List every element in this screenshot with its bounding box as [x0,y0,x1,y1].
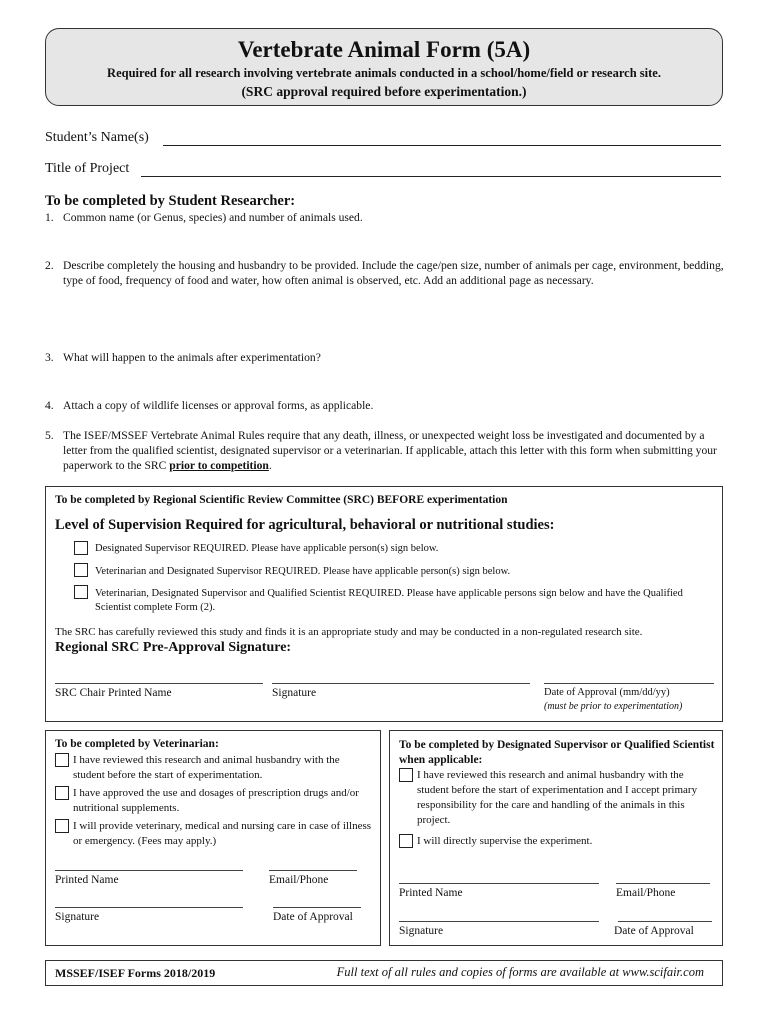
question-3 [45,350,725,365]
vet-signature-label: Signature [55,911,100,923]
vet-signature-line[interactable] [55,907,243,908]
option-vet-supervisor-scientist: Veterinarian, Designated Supervisor and Qualified Scientist REQUIRED. Please have applicable persons sign below and have the Qualified Scientist complete Form (2). [95,588,683,613]
form-title: Vertebrate Animal Form (5A) [237,37,531,62]
footer-rules-note: Full text of all rules and copies of forms are available at www.scifair.com [336,965,704,979]
vet-option-care: I will provide veterinary, medical and nursing care in case of illness or emergency. (Fees may apply.) [73,820,372,847]
question-text: Attach a copy of wildlife licenses or approval forms, as applicable. [63,399,374,412]
form-header [45,28,723,106]
question-number: 3. [45,351,54,364]
supervisor-option-direct: I will directly supervise the experiment. [417,835,593,847]
question-text: Describe completely the housing and husbandry to be provided. Include the cage/pen size, number of animals per cage, environment, bedding, type of food, frequency of food and water, how often animal is observed, etc. Add an additional page as necessary. [63,259,724,287]
question-text [45,428,725,473]
supervisor-email-phone-line[interactable] [616,883,710,884]
src-statement: The SRC has carefully reviewed this study and finds it is an appropriate study and may be conducted in a non-regulated research site. [55,626,643,638]
src-heading: To be completed by Regional Scientific Review Committee (SRC) BEFORE experimentation [55,494,508,506]
prior-to-competition-emphasis: prior to competition [169,459,269,472]
project-title-field[interactable] [141,176,721,177]
student-section-title: To be completed by Student Researcher: [45,193,296,209]
vet-care-checkbox[interactable] [55,819,69,833]
preapproval-title: Regional SRC Pre-Approval Signature: [55,640,292,655]
vet-printed-name-line[interactable] [55,870,243,871]
veterinarian-box [45,730,381,946]
vet-date-label: Date of Approval [273,911,353,923]
vet-printed-name-label: Printed Name [55,874,119,886]
supervisor-option-reviewed: I have reviewed this research and animal husbandry with the student before the start of experimentation and I accept primary responsibility for the care and handling of the animals in this project. [417,769,698,826]
src-chair-label: SRC Chair Printed Name [55,687,172,699]
vet-supervisor-scientist-checkbox[interactable] [74,585,88,599]
vet-date-line[interactable] [273,907,361,908]
project-title-label: Title of Project [45,161,130,176]
vet-option-reviewed: I have reviewed this research and animal husbandry with the student before the start of experimentation. [73,754,340,781]
form-subtitle: Required for all research involving vertebrate animals conducted in a school/home/field or research site. [107,66,661,80]
vet-option-approved-drugs: I have approved the use and dosages of prescription drugs and/or nutritional supplements. [73,787,359,814]
supervisor-printed-name-line[interactable] [399,883,599,884]
src-date-label: Date of Approval (mm/dd/yy) [544,687,670,698]
supervisor-email-phone-label: Email/Phone [616,887,676,899]
src-date-line[interactable] [544,683,714,684]
form-approval-note: (SRC approval required before experimentation.) [241,84,527,99]
students-name-field[interactable] [163,145,721,146]
supervisor-date-line[interactable] [618,921,712,922]
src-signature-label: Signature [272,687,317,699]
src-approval-box [45,486,723,722]
project-title-row [45,161,723,179]
supervisor-heading: To be completed by Designated Supervisor or Qualified Scientist when applicable: [399,739,715,766]
supervisor-reviewed-checkbox[interactable] [399,768,413,782]
question-5-text: The ISEF/MSSEF Vertebrate Animal Rules require that any death, illness, or unexpected weight loss be investigated and documented by a letter from the qualified scientist, designated supervisor or a veterinarian. If applicable, attach this letter with this form when submitting your paperwork to the SRC [63,429,717,472]
src-signature-line[interactable] [272,683,530,684]
question-5-end: . [268,459,272,472]
question-number: 4. [45,399,54,412]
src-chair-name-line[interactable] [55,683,263,684]
question-text: Common name (or Genus, species) and number of animals used. [63,211,363,224]
supervisor-box [389,730,723,946]
supervisor-signature-line[interactable] [399,921,599,922]
footer-bar [45,960,723,986]
question-5 [45,428,725,473]
vet-and-supervisor-checkbox[interactable] [74,563,88,577]
supervisor-date-label: Date of Approval [614,925,694,937]
src-date-note: (must be prior to experimentation) [544,701,683,712]
question-2 [45,258,725,288]
question-number: 5. [45,429,54,442]
students-name-label: Student’s Name(s) [45,130,149,145]
supervisor-direct-checkbox[interactable] [399,834,413,848]
question-4 [45,398,725,413]
option-designated-supervisor: Designated Supervisor REQUIRED. Please have applicable person(s) sign below. [95,543,439,554]
supervision-level-title: Level of Supervision Required for agricultural, behavioral or nutritional studies: [55,517,555,533]
question-number: 1. [45,211,54,224]
students-name-row [45,130,723,148]
question-text: What will happen to the animals after experimentation? [63,351,321,364]
vet-approved-drugs-checkbox[interactable] [55,786,69,800]
vet-heading: To be completed by Veterinarian: [55,738,219,750]
option-vet-and-supervisor: Veterinarian and Designated Supervisor REQUIRED. Please have applicable person(s) sign below. [95,566,511,577]
question-1 [45,210,725,225]
vet-email-phone-label: Email/Phone [269,874,329,886]
supervisor-printed-name-label: Printed Name [399,887,463,899]
question-number: 2. [45,259,54,272]
designated-supervisor-checkbox[interactable] [74,541,88,555]
footer-form-year: MSSEF/ISEF Forms 2018/2019 [55,966,216,980]
vet-email-phone-line[interactable] [269,870,357,871]
supervisor-signature-label: Signature [399,925,444,937]
vet-reviewed-checkbox[interactable] [55,753,69,767]
